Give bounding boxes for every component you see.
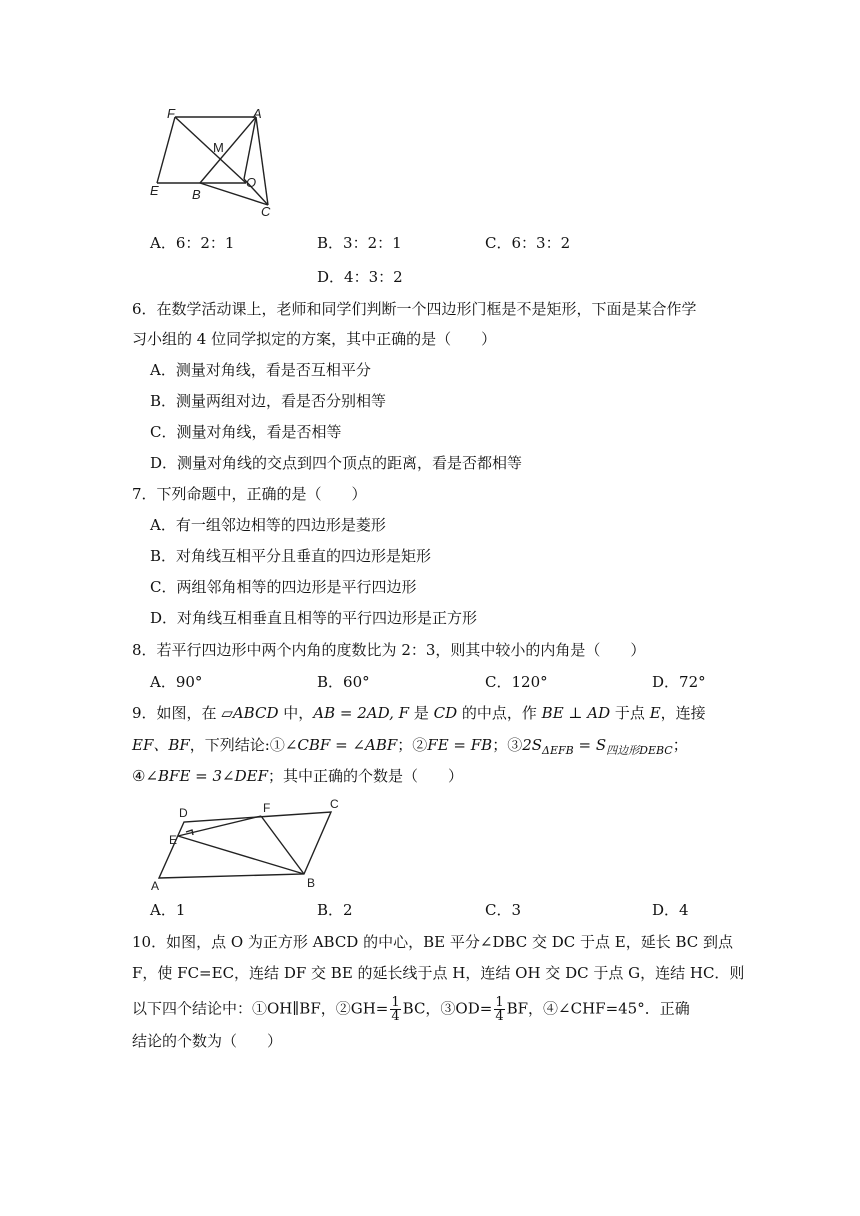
q9-text: ；其中正确的个数是（ ） xyxy=(268,767,464,785)
line-AC xyxy=(256,117,268,205)
q7-option-c[interactable]: C．两组邻角相等的四边形是平行四边形 xyxy=(150,578,417,596)
q9-text: 9．如图，在 xyxy=(132,704,222,722)
q9-math: = S xyxy=(573,736,607,754)
line-AB xyxy=(200,117,256,183)
q6-option-a[interactable]: A．测量对角线，看是否互相平分 xyxy=(150,361,371,379)
q9-text: 的中点，作 xyxy=(457,704,542,722)
q6-option-b[interactable]: B．测量两组对边，看是否分别相等 xyxy=(150,392,387,410)
q9-math: CD xyxy=(433,704,458,722)
label-F: F xyxy=(263,801,271,815)
q9-math: EF、BF xyxy=(132,736,190,754)
label-B: B xyxy=(192,187,201,202)
q9-math: 2S xyxy=(522,736,543,754)
line-FE xyxy=(157,117,175,183)
label-C: C xyxy=(330,797,339,811)
q6-stem-line2: 习小组的 4 位同学拟定的方案，其中正确的是（ ） xyxy=(132,330,497,348)
figure-question5 xyxy=(140,105,290,220)
q9-text: 于点 xyxy=(610,704,650,722)
q8-option-b[interactable]: B．60° xyxy=(317,673,370,691)
q10-stem-line3 xyxy=(132,996,690,1023)
q9-stem-line3 xyxy=(132,766,463,786)
q10-text: BF，④∠CHF=45°．正确 xyxy=(506,999,690,1018)
q9-text: ，连接 xyxy=(660,704,706,722)
q5-option-b[interactable]: B．3：2：1 xyxy=(317,234,402,252)
q6-option-c[interactable]: C．测量对角线，看是否相等 xyxy=(150,423,342,441)
fraction-denominator: 4 xyxy=(391,1009,400,1024)
line-FB xyxy=(261,816,304,874)
q10-stem-line4: 结论的个数为（ ） xyxy=(132,1032,283,1050)
figure-question9 xyxy=(145,796,345,894)
label-C: C xyxy=(261,204,271,219)
q8-option-c[interactable]: C．120° xyxy=(485,673,548,691)
label-E: E xyxy=(150,183,159,198)
q9-math: ∠BFE = 3∠DEF xyxy=(145,767,269,785)
q9-text: 中， xyxy=(278,704,314,722)
q9-option-d[interactable]: D．4 xyxy=(652,901,689,919)
parallelogram-ABCD xyxy=(159,812,331,878)
label-M: M xyxy=(213,140,224,155)
q7-option-d[interactable]: D．对角线互相垂直且相等的平行四边形是正方形 xyxy=(150,609,478,627)
q9-option-b[interactable]: B．2 xyxy=(317,901,353,919)
q7-stem: 7．下列命题中，正确的是（ ） xyxy=(132,485,367,503)
q5-option-d[interactable]: D．4：3：2 xyxy=(317,268,403,286)
q9-math: E xyxy=(649,704,661,722)
q9-math: ∠CBF = ∠ABF xyxy=(284,736,398,754)
q10-fraction-2 xyxy=(494,996,504,1023)
q10-text: BC，③OD= xyxy=(402,999,493,1018)
fraction-numerator: 1 xyxy=(391,995,400,1010)
q7-option-b[interactable]: B．对角线互相平分且垂直的四边形是矩形 xyxy=(150,547,432,565)
q9-math-sub: ΔEFB xyxy=(542,744,574,757)
label-D: D xyxy=(179,806,188,820)
q8-stem: 8．若平行四边形中两个内角的度数比为 2：3，则其中较小的内角是（ ） xyxy=(132,641,646,659)
q10-fraction-1 xyxy=(390,996,400,1023)
q6-option-d[interactable]: D．测量对角线的交点到四个顶点的距离，看是否都相等 xyxy=(150,454,523,472)
q8-option-a[interactable]: A．90° xyxy=(150,673,203,691)
label-E: E xyxy=(169,833,178,847)
q10-stem-line2: F，使 FC=EC，连结 DF 交 BE 的延长线于点 H，连结 OH 交 DC 于点 G，连结 HC．则 xyxy=(132,964,745,982)
q7-option-a[interactable]: A．有一组邻边相等的四边形是菱形 xyxy=(150,516,386,534)
q6-stem-line1: 6．在数学活动课上，老师和同学们判断一个四边形门框是不是矩形，下面是某合作学 xyxy=(132,300,697,318)
q9-math: AB = 2AD, F xyxy=(313,704,410,722)
q10-text: 以下四个结论中：①OH∥BF，②GH= xyxy=(132,999,389,1018)
line-FO xyxy=(175,117,246,183)
q9-text: ；② xyxy=(397,736,428,754)
q5-option-a[interactable]: A．6：2：1 xyxy=(150,234,235,252)
label-A: A xyxy=(253,106,262,121)
q9-stem-line2 xyxy=(132,735,688,761)
fraction-numerator: 1 xyxy=(495,995,504,1010)
line-AO xyxy=(244,117,256,179)
q9-text: ④ xyxy=(132,767,146,785)
fraction-denominator: 4 xyxy=(495,1009,504,1024)
q9-option-c[interactable]: C．3 xyxy=(485,901,522,919)
q9-text: 是 xyxy=(409,704,434,722)
q9-math-sub: 四边形DEBC xyxy=(606,744,673,757)
label-O: O xyxy=(246,175,257,190)
q5-option-c[interactable]: C．6：3：2 xyxy=(485,234,571,252)
label-A: A xyxy=(151,879,160,893)
q9-text: ； xyxy=(672,736,688,754)
q9-math: BE ⊥ AD xyxy=(541,704,611,722)
q9-text: ，下列结论:① xyxy=(189,736,285,754)
q9-stem-line1 xyxy=(132,703,706,723)
label-B: B xyxy=(307,876,316,890)
q9-math: FE = FB xyxy=(427,736,493,754)
q9-math-parallelogram: ▱ABCD xyxy=(221,704,279,722)
label-F: F xyxy=(167,106,175,121)
q10-stem-line1: 10．如图，点 O 为正方形 ABCD 的中心，BE 平分∠DBC 交 DC 于点 E，延长 BC 到点 xyxy=(132,933,734,951)
q9-option-a[interactable]: A．1 xyxy=(150,901,186,919)
q9-text: ；③ xyxy=(492,736,523,754)
line-EB xyxy=(178,836,304,874)
q8-option-d[interactable]: D．72° xyxy=(652,673,706,691)
